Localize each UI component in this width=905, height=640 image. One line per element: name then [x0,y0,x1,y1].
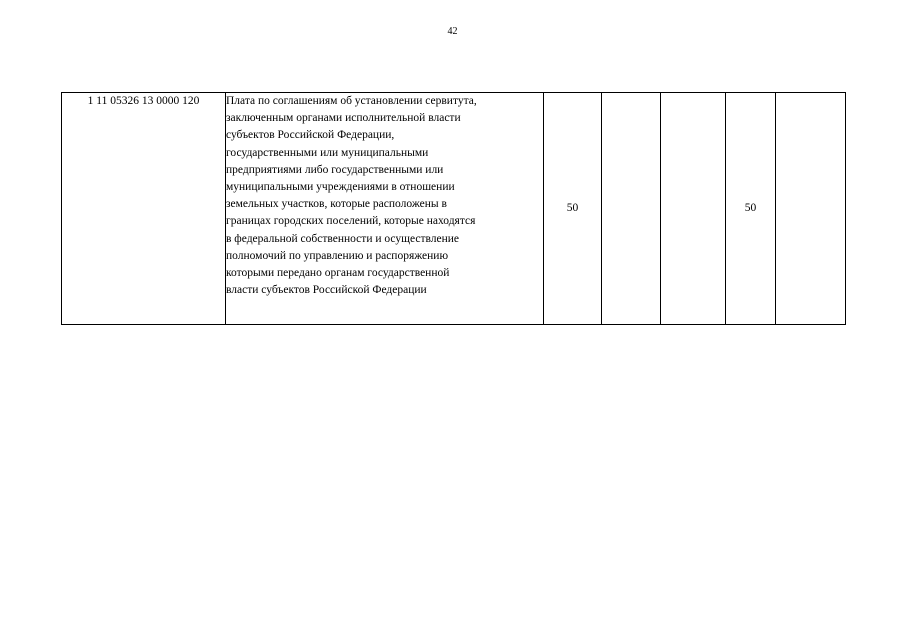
value-cell [661,93,726,325]
revenue-name-line: границах городских поселений, которые находятся [226,215,476,228]
revenue-code-cell: 1 11 05326 13 0000 120 [62,93,226,325]
value-cell [602,93,661,325]
revenue-name-line: власти субъектов Российской Федерации [226,284,427,297]
revenue-name-line: муниципальными учреждениями в отношении [226,181,455,194]
revenue-name-line: предприятиями либо государственными или [226,163,444,176]
revenue-name-line: субъектов Российской Федерации, [226,129,395,142]
revenue-name-cell [226,93,544,325]
revenue-name-line: заключенным органами исполнительной власти [226,112,461,125]
revenue-name-line: в федеральной собственности и осуществление [226,232,460,245]
value-cell: 50 [726,93,776,325]
revenue-name-line: полномочий по управлению и распоряжению [226,249,449,262]
revenue-table [61,92,846,325]
revenue-name-line: государственными или муниципальными [226,146,429,159]
revenue-name-line: Плата по соглашениям об установлении сервитута, [226,95,477,107]
page-number: 42 [447,26,458,37]
revenue-name-line: которыми передано органам государственной [226,267,450,280]
table-row [62,93,846,325]
value-cell: 50 [544,93,602,325]
revenue-name-line: земельных участков, которые расположены в [226,198,447,211]
value-cell [776,93,846,325]
